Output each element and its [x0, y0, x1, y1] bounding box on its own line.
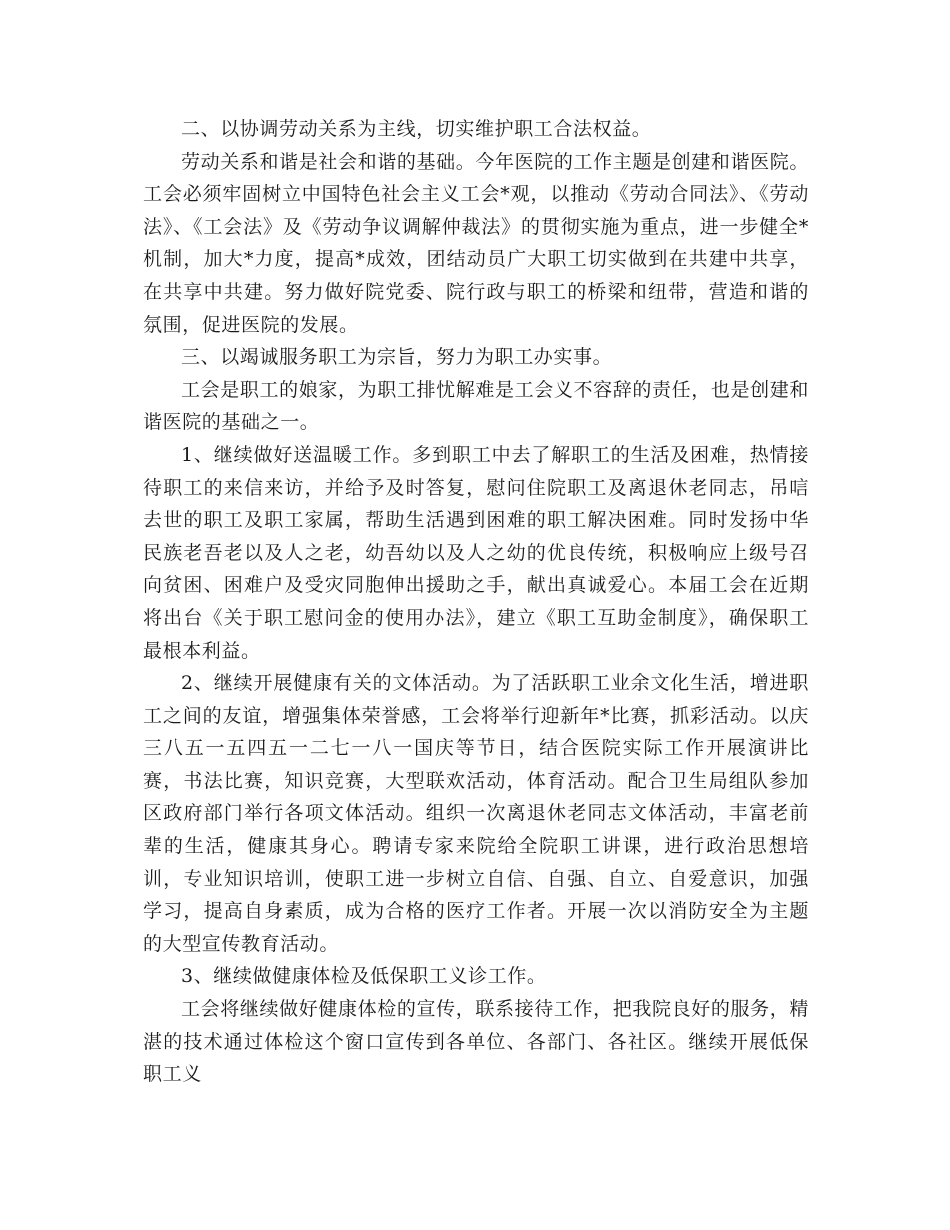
paragraph-item-2-activities: 2、继续开展健康有关的文体活动。为了活跃职工业余文化生活，增进职工之间的友谊，增强集体荣誉感，工会将举行迎新年*比赛，抓彩活动。以庆三八五一五四五一二七一八一国庆等节日，结合医院实际工作开展演讲比赛，书法比赛，知识竞赛，大型联欢活动，体育活动。配合卫生局组队参加区政府部门举行各项文体活动。组织一次离退休老同志文体活动，丰富老前辈的生活，健康其身心。聘请专家来院给全院职工讲课，进行政治思想培训，专业知识培训，使职工进一步树立自信、自强、自立、自爱意识，加强学习，提高自身素质，成为合格的医疗工作者。开展一次以消防安全为主题的大型宣传教育活动。: [143, 672, 809, 955]
section-heading-3: 三、以竭诚服务职工为宗旨，努力为职工办实事。: [181, 346, 613, 369]
paragraph-union-role: 工会是职工的娘家，为职工排忧解难是工会义不容辞的责任，也是创建和谐医院的基础之一。: [143, 378, 809, 434]
document-body: [143, 113, 809, 1091]
paragraph-item-1-warmth: 1、继续做好送温暖工作。多到职工中去了解职工的生活及困难，热情接待职工的来信来访，并给予及时答复，慰问住院职工及离退休老同志，吊唁去世的职工及职工家属，帮助生活遇到困难的职工解决困难。同时发扬中华民族老吾老以及人之老，幼吾幼以及人之幼的优良传统，积极响应上级号召向贫困、困难户及受灾同胞伸出援助之手，献出真诚爱心。本届工会在近期将出台《关于职工慰问金的使用办法》，建立《职工互助金制度》，确保职工最根本利益。: [143, 443, 809, 662]
paragraph-labor-relations: 劳动关系和谐是社会和谐的基础。今年医院的工作主题是创建和谐医院。工会必须牢固树立中国特色社会主义工会*观，以推动《劳动合同法》、《劳动法》、《工会法》及《劳动争议调解仲裁法》的贯彻实施为重点，进一步健全*机制，加大*力度，提高*成效，团结动员广大职工切实做到在共建中共享，在共享中共建。努力做好院党委、院行政与职工的桥梁和纽带，营造和谐的氛围，促进医院的发展。: [143, 150, 809, 336]
paragraph-item-3-checkup: 3、继续做健康体检及低保职工义诊工作。: [181, 965, 547, 988]
section-heading-2: 二、以协调劳动关系为主线，切实维护职工合法权益。: [181, 118, 652, 140]
paragraph-checkup-detail: 工会将继续做好健康体检的宣传，联系接待工作，把我院良好的服务，精湛的技术通过体检这个窗口宣传到各单位、各部门、各社区。继续开展低保职工义: [143, 998, 809, 1086]
